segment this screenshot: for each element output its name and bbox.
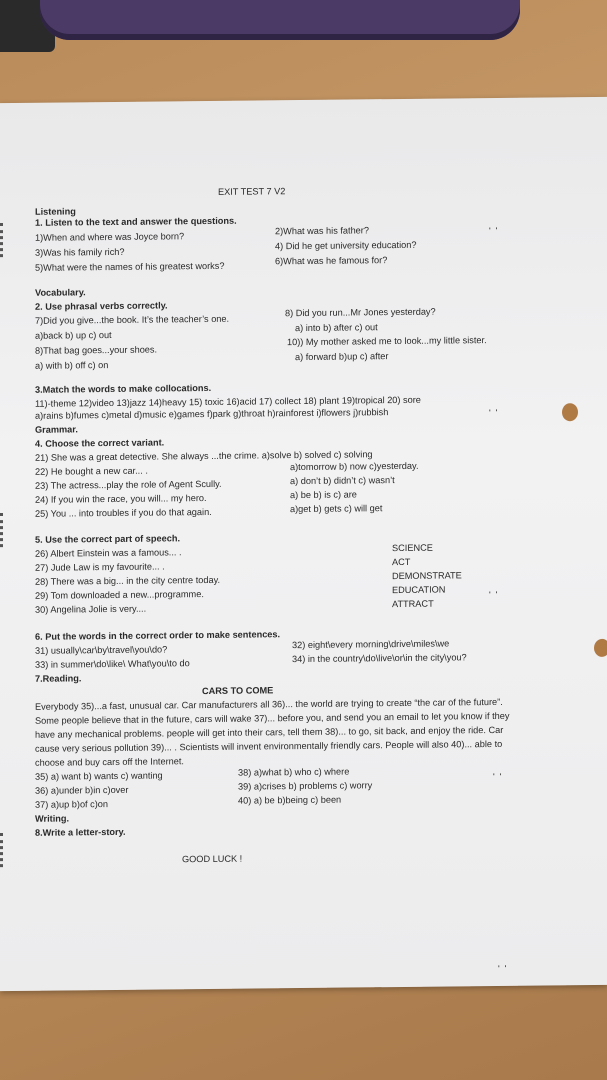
- question-25: 25) You ... into troubles if you do that again.: [35, 506, 212, 519]
- writing-task: 8.Write a letter-story.: [35, 826, 126, 838]
- tick-mark: ˌ ˌ: [492, 763, 503, 777]
- question-26: 26) Albert Einstein was a famous... .: [35, 547, 182, 559]
- word-27: ACT: [392, 556, 411, 568]
- question-6: 6)What was he famous for?: [275, 255, 388, 267]
- collocations-task: 3.Match the words to make collocations.: [35, 382, 212, 395]
- question-8b-options: a) into b) after c) out: [295, 322, 378, 334]
- vocabulary-heading: Vocabulary.: [35, 287, 86, 298]
- question-3: 3)Was his family rich?: [35, 246, 125, 258]
- reading-paragraph-line: cause very serious pollution 39)... . Scientists will invent environmentally friendly cars. People will also 40)... able to: [35, 738, 503, 754]
- exam-sheet: [0, 97, 607, 991]
- question-24-options: a) be b) is c) are: [290, 489, 357, 501]
- question-29: 29) Tom downloaded a new...programme.: [35, 589, 204, 601]
- question-22: 22) He bought a new car... .: [35, 465, 148, 477]
- question-8b: 8) Did you run...Mr Jones yesterday?: [285, 306, 436, 319]
- punch-mark: [0, 513, 9, 547]
- question-33: 33) in summer\do\like\ What\you\to do: [35, 658, 190, 670]
- question-21: 21) She was a great detective. She always ...the crime. a)solve b) solved c) solving: [35, 449, 373, 463]
- question-4: 4) Did he get university education?: [275, 239, 417, 252]
- question-28: 28) There was a big... in the city centre today.: [35, 574, 221, 587]
- question-8: 8)That bag goes...your shoes.: [35, 344, 158, 356]
- question-23: 23) The actress...play the role of Agent Scully.: [35, 478, 222, 491]
- tick-mark: ˌ ˌ: [488, 217, 499, 231]
- question-22-options: a)tomorrow b) now c)yesterday.: [290, 460, 419, 473]
- speech-task: 5. Use the correct part of speech.: [35, 533, 181, 545]
- question-24: 24) If you win the race, you will... my hero.: [35, 493, 207, 505]
- question-7: 7)Did you give...the book. It’s the teacher’s one.: [35, 313, 230, 326]
- tick-mark: ˌ ˌ: [488, 399, 499, 413]
- question-23-options: a) don’t b) didn’t c) wasn’t: [290, 475, 395, 487]
- listening-task: 1. Listen to the text and answer the questions.: [35, 215, 237, 228]
- reading-paragraph-line: choose and buy cars off the Internet.: [35, 756, 184, 768]
- question-10: 10)) My mother asked me to look...my little sister.: [287, 335, 487, 348]
- options-37: 37) a)up b)of c)on: [35, 799, 109, 810]
- question-25-options: a)get b) gets c) will get: [290, 503, 383, 515]
- question-5: 5)What were the names of his greatest works?: [35, 260, 225, 273]
- order-task: 6. Put the words in the correct order to make sentences.: [35, 629, 281, 642]
- options-38: 38) a)what b) who c) where: [238, 766, 350, 778]
- question-34: 34) in the country\do\live\or\in the city\you?: [292, 652, 467, 665]
- word-28: DEMONSTRATE: [392, 570, 462, 582]
- word-26: SCIENCE: [392, 542, 433, 554]
- reading-paragraph-line: have any mechanical problems. people will get into their cars, tell them 38)... to go, sit back, and enjoy the ride. Car: [35, 724, 504, 740]
- binder-hole: [562, 403, 578, 421]
- word-30: ATTRACT: [392, 598, 434, 610]
- options-39: 39) a)crises b) problems c) worry: [238, 780, 373, 792]
- options-35: 35) a) want b) wants c) wanting: [35, 770, 163, 782]
- closing-message: GOOD LUCK !: [182, 853, 243, 865]
- word-29: EDUCATION: [392, 584, 446, 596]
- collocations-words: 11)-theme 12)video 13)jazz 14)heavy 15) toxic 16)acid 17) collect 18) plant 19)tropical 20) sore: [35, 394, 421, 409]
- question-32: 32) eight\every morning\drive\miles\we: [292, 638, 450, 651]
- page-title: EXIT TEST 7 V2: [218, 186, 286, 197]
- question-10-options: a) forward b)up c) after: [295, 351, 389, 363]
- question-30: 30) Angelina Jolie is very....: [35, 603, 147, 615]
- options-40: 40) a) be b)being c) been: [238, 794, 342, 806]
- punch-mark: [0, 223, 9, 257]
- reading-heading: 7.Reading.: [35, 673, 82, 684]
- reading-paragraph-line: Everybody 35)...a fast, unusual car. Car manufacturers all 36)... the world are trying to create “the car of the future”.: [35, 696, 503, 712]
- punch-mark: [0, 833, 9, 867]
- question-8-options: a) with b) off c) on: [35, 360, 109, 371]
- question-2: 2)What was his father?: [275, 225, 369, 237]
- options-36: 36) a)under b)in c)over: [35, 784, 129, 796]
- tick-mark: ˌ ˌ: [488, 581, 499, 595]
- question-1: 1)When and where was Joyce born?: [35, 231, 185, 243]
- question-31: 31) usually\car\by\travel\you\do?: [35, 644, 168, 656]
- grammar-task: 4. Choose the correct variant.: [35, 437, 165, 449]
- binder-hole: [594, 639, 607, 657]
- reading-title: CARS TO COME: [202, 685, 274, 697]
- tick-mark: ˌ ˌ: [497, 955, 508, 968]
- vocabulary-task: 2. Use phrasal verbs correctly.: [35, 300, 168, 312]
- question-7-options: a)back b) up c) out: [35, 330, 112, 341]
- purple-pencil-case: [40, 0, 520, 40]
- grammar-heading: Grammar.: [35, 424, 78, 435]
- question-27: 27) Jude Law is my favourite... .: [35, 561, 165, 573]
- collocations-matches: a)rains b)fumes c)metal d)music e)games f)park g)throat h)rainforest i)flowers j)rubbish: [35, 407, 389, 421]
- reading-paragraph-line: Some people believe that in the future, cars will wake 37)... before you, and send you an email to let you know if they: [35, 710, 510, 726]
- listening-heading: Listening: [35, 206, 76, 217]
- writing-heading: Writing.: [35, 813, 70, 824]
